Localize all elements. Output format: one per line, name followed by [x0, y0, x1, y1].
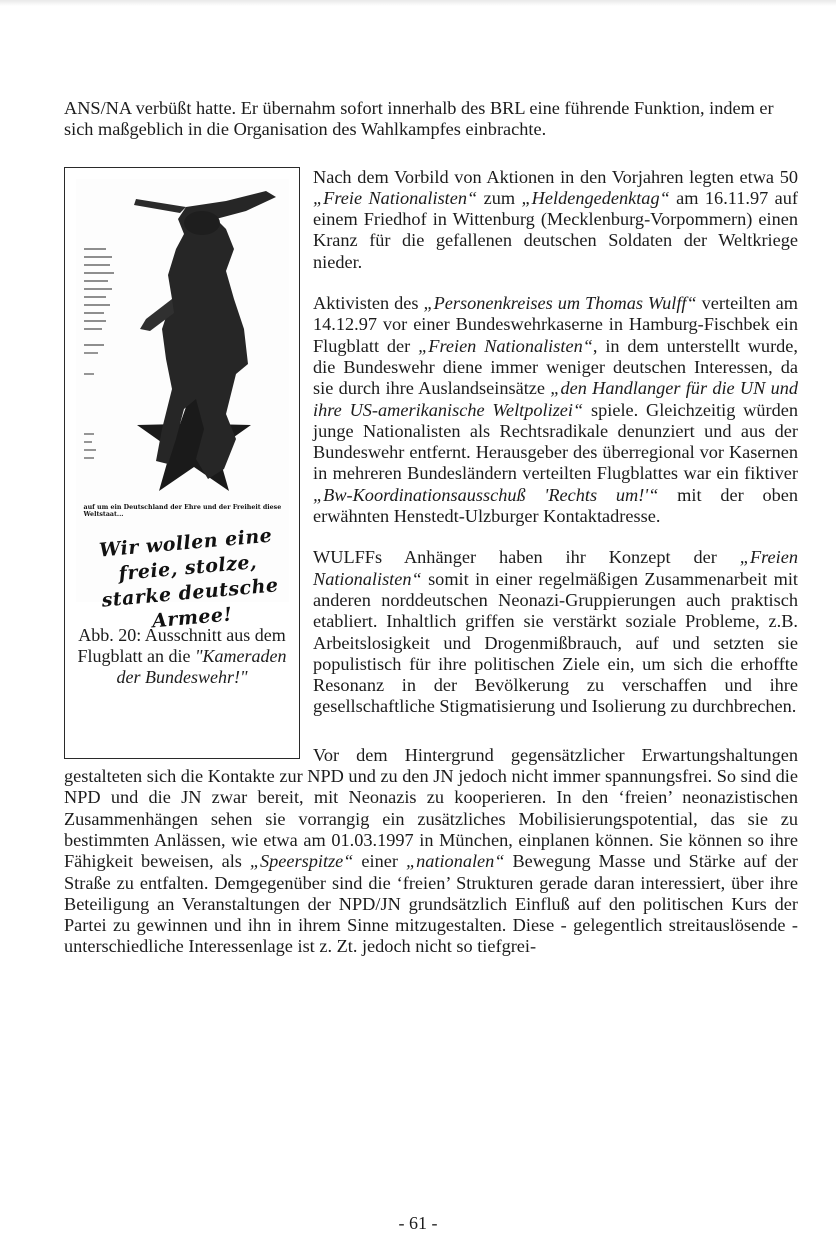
figure-box — [64, 167, 300, 759]
flyer-image — [76, 179, 289, 632]
caption-title: "Kameraden der Bundeswehr!" — [116, 645, 287, 688]
flyer-small-text: auf um ein Deutschland der Ehre und der Freiheit diese Weltstaat... — [83, 503, 282, 519]
page-body — [64, 98, 798, 958]
paragraph-heldengedenktag: Nach dem Vorbild von Aktionen in den Vorjahren legten etwa 50 „Freie Nationalisten“ zum „Heldengedenktag“ am 16.11.97 auf einem Friedhof in Wittenburg (Mecklenburg-Vorpommern) einen Kranz für die gefallenen deutschen Soldaten der Weltkriege nieder. — [313, 166, 798, 272]
paragraph-konzept: WULFFs Anhänger haben ihr Konzept der „Freien Nationalisten“ somit in einer regelmäßigen Zusammenarbeit mit anderen norddeutschen Neonazi-Gruppierungen auch praktisch etabliert. Inhaltlich griffen sie verstärkt soziale Probleme, z.B. Arbeitslosigkeit und Drogenmißbrauch, auf und setzten sie populistisch für ihre politischen Ziele ein, um sich die erhoffte Resonanz in der Bevölkerung zu verschaffen und ihre gesellschaftliche Stigmatisierung und Isolierung zu durchbrechen. — [313, 547, 798, 717]
scan-edge — [0, 0, 836, 6]
paragraph-flugblatt: Aktivisten des „Personenkreises um Thomas Wulff“ verteilten am 14.12.97 vor einer Bundeswehrkaserne in Hamburg-Fischbek ein Flugblatt der „Freien Nationalisten“, in dem unterstellt wurde, die Bundeswehr diene immer weniger deutschen Interessen, da sie durch ihre Auslandseinsätze „den Handlanger für die UN und ihre US-amerikanische Weltpolizei“ spiele. Gleichzeitig würden junge Nationalisten als Rechtsradikale denunziert und aus der Bundeswehr entfernt. Herausgeber des überregional vor Kasernen in mehreren Bundesländern verteilten Flugblattes war ein fiktiver „Bw-Koordinationsausschuß 'Rechts um!'“ mit der oben erwähnten Henstedt-Ulzburger Kontaktadresse. — [313, 293, 799, 527]
paragraph-npd-kontakte: Vor dem Hintergrund gegensätzlicher Erwartungshaltungen gestalteten sich die Kontakte zur NPD und zu den JN jedoch nicht immer spannungsfrei. So sind die NPD und die JN zwar bereit, mit Neonazis zu kooperieren. In den ‘freien’ neonazistischen Zusammenhängen sehen sie vorrangig ein zusätzliches Mobilisierungspotential, das sie zu bestimmten Anlässen, wie etwa am 01.03.1997 in München, einplanen können. Sie können so ihre Fähigkeit beweisen, als „Speerspitze“ einer „nationalen“ Bewegung Masse und Stärke auf der Straße zu entfalten. Demgegenüber sind die ‘freien’ Strukturen gerade daran interessiert, über ihre Beteiligung an Veranstaltungen der NPD/JN grundsätzlich Einfluß auf den politischen Kurs der Partei zu gewinnen und ihn in ihrem Sinne mitzugestalten. Diese - gelegentlich streitauslösende - unterschiedliche Interessenlage ist z. Zt. jedoch nicht so tiefgrei- — [64, 744, 798, 957]
intro-paragraph: ANS/NA verbüßt hatte. Er übernahm sofort innerhalb des BRL eine führende Funktion, indem er sich maßgeblich in die Organisation des Wahlkampfes einbrachte. — [64, 98, 774, 140]
page-number: - 61 - — [398, 1213, 438, 1233]
flyer-slogan: Wir wollen eine freie, stolze, starke deutsche Armee! — [97, 524, 279, 632]
caption-text: Abb. 20: Ausschnitt aus dem Flugblatt an die — [77, 624, 286, 666]
